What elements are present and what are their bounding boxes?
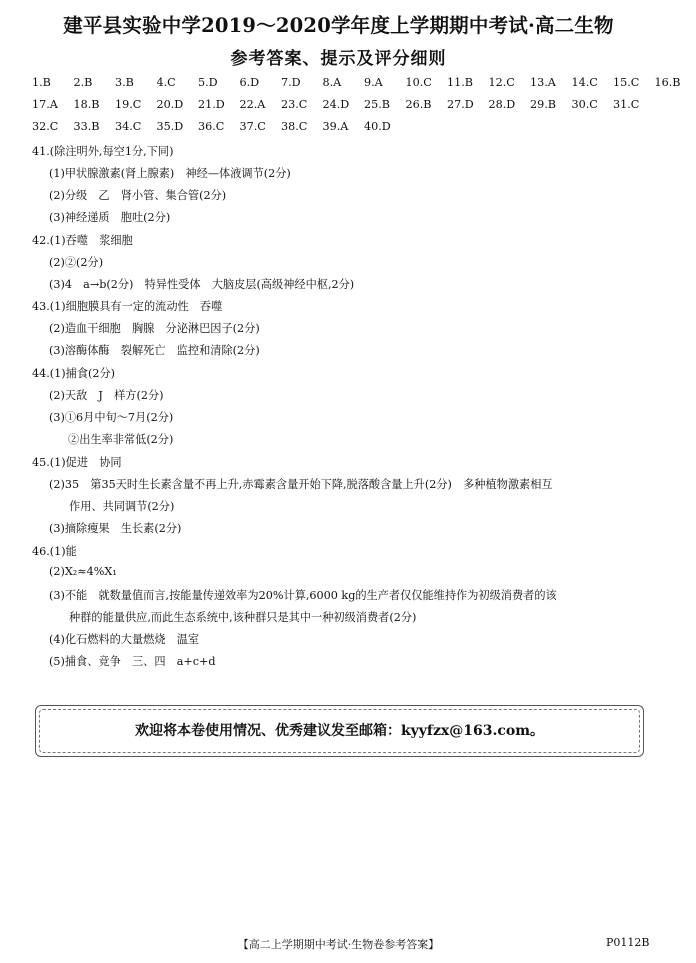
feedback-banner [35,705,644,757]
mc-answer: 26.B [405,98,432,111]
footer-code: P0112B [606,936,650,949]
mc-answer: 20.D [156,98,184,111]
mc-answer: 7.D [281,76,301,89]
q41-part3: (3)神经递质 胞吐(2分) [49,211,171,224]
mc-answer: 16.B [654,76,681,89]
mc-answer: 6.D [239,76,260,89]
mc-answer: 34.C [115,120,142,133]
mc-answers-row-3 [32,120,652,133]
q43-part3: (3)溶酶体酶 裂解死亡 监控和清除(2分) [49,344,260,357]
mc-answer: 27.D [447,98,474,111]
mc-answer: 24.D [322,98,350,111]
mc-answer: 10.C [405,76,432,89]
footer-title: 【高二上学期期中考试·生物卷参考答案】 [237,938,440,951]
mc-answer: 9.A [364,76,383,89]
q42-part1: 42.(1)吞噬 浆细胞 [32,234,133,247]
mc-answer: 31.C [613,98,640,111]
mc-answer: 25.B [364,98,391,111]
q41-part1: (1)甲状腺激素(肾上腺素) 神经—体液调节(2分) [49,167,291,180]
q41-header: 41.(除注明外,每空1分,下同) [32,145,174,158]
mc-answer: 1.B [32,76,51,89]
q46-part3-cont: 种群的能量供应,而此生态系统中,该种群只是其中一种初级消费者(2分) [69,611,417,624]
q42-part2: (2)②(2分) [49,256,104,269]
q46-part4: (4)化石燃料的大量燃烧 温室 [49,633,200,646]
mc-answer: 23.C [281,98,308,111]
mc-answer: 30.C [571,98,598,111]
mc-answer: 32.C [32,120,59,133]
mc-answer: 2.B [73,76,93,89]
mc-answer: 5.D [198,76,218,89]
q44-part3-a: (3)①6月中旬～7月(2分) [49,411,174,424]
mc-answer: 21.D [198,98,225,111]
mc-answer: 8.A [322,76,342,89]
mc-answer: 28.D [488,98,516,111]
q46-part1: 46.(1)能 [32,545,77,558]
mc-answer: 35.D [156,120,184,133]
q41-part2: (2)分级 乙 肾小管、集合管(2分) [49,189,227,202]
mc-answers-row-2 [32,98,652,111]
q44-part3-b: ②出生率非常低(2分) [68,433,174,446]
mc-answer: 29.B [530,98,557,111]
q43-part1: 43.(1)细胞膜具有一定的流动性 吞噬 [32,300,223,313]
mc-answer: 12.C [488,76,515,89]
mc-answer: 38.C [281,120,308,133]
mc-answer: 22.A [239,98,266,111]
q45-part3: (3)摘除瘦果 生长素(2分) [49,522,182,535]
mc-answer: 3.B [115,76,134,89]
document-subtitle: 参考答案、提示及评分细则 [230,49,447,69]
mc-answer: 11.B [447,76,474,89]
q44-part2: (2)天敌 J 样方(2分) [49,389,164,402]
q45-part2-cont: 作用、共同调节(2分) [69,500,175,513]
q46-part2: (2)X₂≈4%X₁ [49,565,117,578]
mc-answer: 19.C [115,98,142,111]
q44-part1: 44.(1)捕食(2分) [32,367,116,380]
mc-answer: 33.B [73,120,100,133]
mc-answer: 39.A [322,120,349,133]
mc-answers-row-1 [32,76,681,89]
mc-answer: 17.A [32,98,58,111]
mc-answer: 37.C [239,120,266,133]
mc-answer: 36.C [198,120,225,133]
mc-answer: 40.D [364,120,391,133]
mc-answer: 4.C [156,76,176,89]
q46-part5: (5)捕食、竞争 三、四 a+c+d [49,655,216,668]
q45-part1: 45.(1)促进 协同 [32,456,122,469]
mc-answer: 15.C [613,76,640,89]
feedback-text: 欢迎将本卷使用情况、优秀建议发至邮箱：kyyfzx@163.com。 [134,723,545,739]
mc-answer: 14.C [571,76,598,89]
q45-part2: (2)35 第35天时生长素含量不再上升,赤霉素含量开始下降,脱落酸含量上升(2分) 多种植物激素相互 [49,478,553,491]
mc-answer: 13.A [530,76,556,89]
q42-part3: (3)4 a→b(2分) 特异性受体 大脑皮层(高级神经中枢,2分) [49,278,355,291]
mc-answer: 18.B [73,98,100,111]
q43-part2: (2)造血干细胞 胸腺 分泌淋巴因子(2分) [49,322,260,335]
q46-part3: (3)不能 就数量值而言,按能量传递效率为20%计算,6000 kg的生产者仅仅能维持作为初级消费者的该 [49,589,557,602]
document-title: 建平县实验中学2019～2020学年度上学期期中考试·高二生物 [63,14,614,37]
